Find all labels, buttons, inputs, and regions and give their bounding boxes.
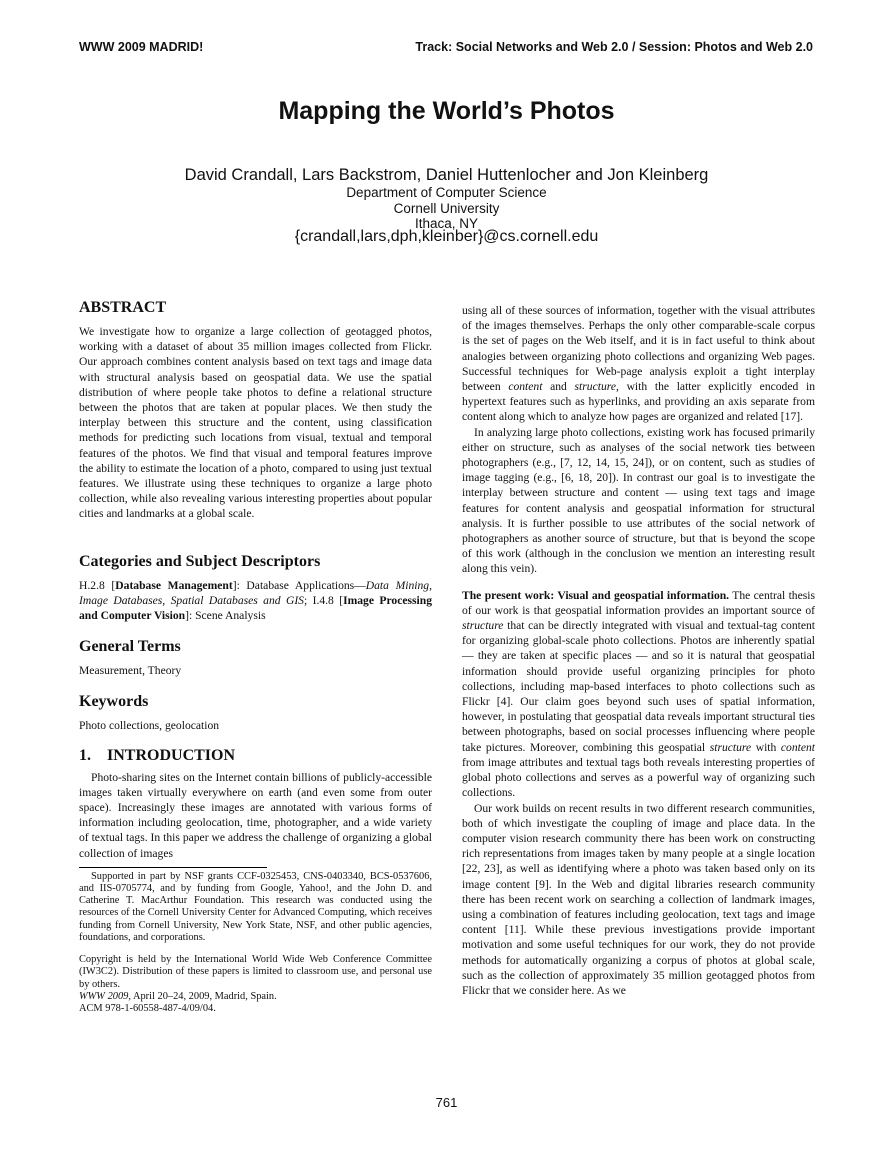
footnote-venue: WWW 2009, April 20–24, 2009, Madrid, Spain. xyxy=(79,990,277,1002)
abstract-text: We investigate how to organize a large collection of geotagged photos, working with a dataset of about 35 million images collected from Flickr. Our approach combines content analysis based on text tags and image data with structural analysis based on geospatial data. We use the spatial distribution of where people take photos to define a relational structure between the photos that are taken at popular places. We then study the interplay between this structure and the content, using classification methods for predicting such locations from visual, textual and temporal features of the photos. We find that visual and temporal features improve the ability to estimate the location of a photo, compared to using just textual features. We illustrate using these techniques to organize a large photo collection, while also revealing various interesting properties about popular cities and landmarks at a global scale. xyxy=(79,325,432,521)
introduction-paragraph: Photo-sharing sites on the Internet contain billions of publicly-accessible images taken virtually everywhere on earth (and even some from outer space). Increasingly these images are annotated with various forms of information including geolocation, time, photographer, and a wide variety of textual tags. In this paper we address the challenge of organizing a global collection of images xyxy=(79,770,432,860)
right-column xyxy=(462,303,815,998)
right-paragraph-4: Our work builds on recent results in two different research communities, both of which investigate the coupling of image and place data. In the computer vision research community there has been work on constructing rich representations from images taken by many people at a single location [22, 23], as well as identifying where a photo was taken based only on its image content [9]. In the Web and digital libraries research community there has been recent work on searching a collection of landmark images, using a combination of features including geolocation, text tags and image content [11]. While these previous investigations provide important motivation and some useful techniques for our work, they do not provide methods for automatically organizing a corpus of photos at global scale, such as the collection of approximately 35 million geotagged photos from Flickr that we consider here. As we xyxy=(462,801,815,997)
footnote-copyright: Copyright is held by the International World Wide Web Conference Committee (IW3C2). Distribution of these papers is limited to classroom use, and personal use by others. xyxy=(79,954,432,990)
affiliation-university: Cornell University xyxy=(393,201,500,216)
categories-text: H.2.8 [Database Management]: Database Applications—Data Mining, Image Databases, Spatial Databases and GIS; I.4.8 [Image Processing and Computer Vision]: Scene Analysis xyxy=(79,578,432,623)
abstract-heading: ABSTRACT xyxy=(79,299,167,316)
page-number: 761 xyxy=(435,1095,458,1110)
running-header-left: WWW 2009 MADRID! xyxy=(79,40,204,54)
general-terms-heading: General Terms xyxy=(79,638,181,656)
categories-heading: Categories and Subject Descriptors xyxy=(79,552,321,570)
general-terms-text: Measurement, Theory xyxy=(79,664,182,678)
keywords-text: Photo collections, geolocation xyxy=(79,719,220,733)
running-header-right: Track: Social Networks and Web 2.0 / Session: Photos and Web 2.0 xyxy=(415,40,813,54)
author-emails: {crandall,lars,dph,kleinber}@cs.cornell.edu xyxy=(294,228,599,245)
right-paragraph-1: using all of these sources of information, together with the visual attributes of the images themselves. Perhaps the only other comparable-scale corpus is the set of pages on the Web itself, and it is in fact useful to think about analogies between organizing photo collections and organizing Web pages. Successful techniques for Web-page analysis exploit a tight interplay between content and structure, with the latter explicitly encoded in hypertext features such as hyperlinks, and providing an axis separate from content along which to analyze how pages are organized and related [17]. xyxy=(462,304,815,424)
footnote-acm: ACM 978-1-60558-487-4/09/04. xyxy=(79,1002,216,1014)
footnote-divider xyxy=(79,867,267,868)
right-paragraph-2: In analyzing large photo collections, existing work has focused primarily either on structure, such as analyses of the social network ties between photographers (e.g., [7, 12, 14, 15, 24]), or on content, such as studies of image tagging (e.g., [6, 18, 20]). In contrast our goal is to investigate the interplay between structure and content — using text tags and image features for content analysis and geospatial information for structural analysis. It is further possible to use attributes of the social network of photographers as another source of structure, but that is beyond the scope of this work (although in the conclusion we mention an interesting result along this vein). xyxy=(462,425,815,576)
present-work-paragraph: The present work: Visual and geospatial information. The central thesis of our work is that geospatial information provides an important source of structure that can be directly integrated with visual and textual-tag content for organizing global-scale photo collections. Photos are inherently spatial — they are taken at specific places — and so it is natural that geospatial information should provide useful organizing principles for photo collections, including map-based interfaces to photo collections such as Flickr [4]. Our claim goes beyond such uses of spatial information, however, in postulating that geospatial data reveals important structural ties between photographs, based on social processes influencing where people take pictures. Moreover, combining this geospatial structure with content from image attributes and textual tags both reveals interesting properties of global photo collections and serves as a powerful way of organizing such collections. xyxy=(462,588,815,800)
affiliation-department: Department of Computer Science xyxy=(346,185,547,200)
left-column xyxy=(79,298,432,1015)
author-list: David Crandall, Lars Backstrom, Daniel Huttenlocher and Jon Kleinberg xyxy=(184,166,709,184)
footnote-support: Supported in part by NSF grants CCF-0325453, CNS-0403340, BCS-0537606, and IIS-0705774, and by funding from Google, Yahoo!, and the John D. and Catherine T. MacArthur Foundation. This research was conducted using the resources of the Cornell University Center for Advanced Computing, which receives funding from Cornell University, New York State, NSF, and other public agencies, foundations, and corporations. xyxy=(79,870,432,943)
introduction-heading: 1. INTRODUCTION xyxy=(79,746,236,764)
affiliation-location: Ithaca, NY xyxy=(414,216,479,231)
paper-title: Mapping the World’s Photos xyxy=(278,97,615,125)
keywords-heading: Keywords xyxy=(79,693,149,711)
